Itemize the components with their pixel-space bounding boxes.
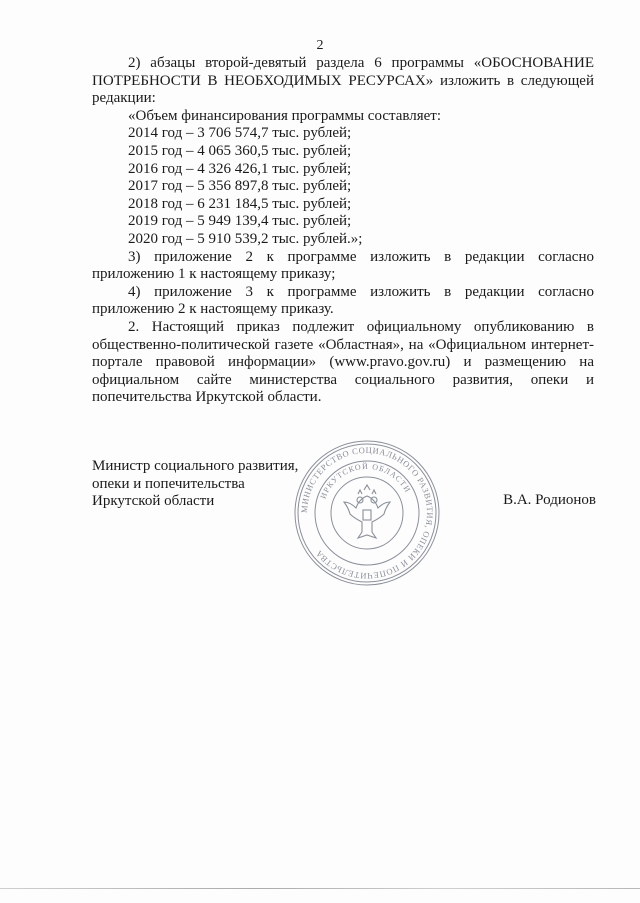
scan-edge-line — [0, 888, 640, 889]
stamp-inner-text: ИРКУТСКОЙ ОБЛАСТИ — [318, 461, 413, 501]
financing-year-2015: 2015 год – 4 065 360,5 тыс. рублей; — [128, 142, 352, 159]
official-seal-stamp — [292, 438, 442, 588]
signatory-title-line-2: опеки и попечительства — [92, 475, 245, 492]
svg-text:ИРКУТСКОЙ ОБЛАСТИ — [319, 462, 413, 500]
financing-year-2019: 2019 год – 5 949 139,4 тыс. рублей; — [128, 213, 352, 230]
paragraph-financing-intro: «Объем финансирования программы составляет: — [128, 107, 442, 124]
financing-year-2018: 2018 год – 6 231 184,5 тыс. рублей; — [128, 195, 352, 212]
financing-year-2020: 2020 год – 5 910 539,2 тыс. рублей.»; — [128, 230, 363, 247]
coat-of-arms-icon — [344, 485, 390, 538]
signatory-title-line-3: Иркутской области — [92, 493, 215, 510]
paragraph-appendix-3: 4) приложение 3 к программе изложить в редакции согласно приложению 2 к настоящему приказу. — [92, 283, 594, 318]
paragraph-publication: 2. Настоящий приказ подлежит официальному опубликованию в общественно-политической газете «Областная», на «Официальном интернет-портале правовой информации» (www.pravo.gov.ru) и размещению на официальном сайте министерства социального развития, опеки и попечительства Иркутской области. — [92, 318, 594, 406]
financing-year-2014: 2014 год – 3 706 574,7 тыс. рублей; — [128, 125, 352, 142]
financing-year-2017: 2017 год – 5 356 897,8 тыс. рублей; — [128, 178, 352, 195]
paragraph-appendix-2: 3) приложение 2 к программе изложить в редакции согласно приложению 1 к настоящему приказу; — [92, 248, 594, 283]
stamp-outer-text: МИНИСТЕРСТВО СОЦИАЛЬНОГО РАЗВИТИЯ, ОПЕКИ И ПОПЕЧИТЕЛЬСТВА — [298, 444, 436, 582]
financing-year-2016: 2016 год – 4 326 426,1 тыс. рублей; — [128, 160, 352, 177]
signatory-name: В.А. Родионов — [503, 492, 596, 508]
signatory-title — [92, 458, 298, 511]
paragraph-amend-section-6: 2) абзацы второй-девятый раздела 6 программы «ОБОСНОВАНИЕ ПОТРЕБНОСТИ В НЕОБХОДИМЫХ РЕСУРСАХ» изложить в следующей редакции: — [92, 55, 594, 107]
page-number: 2 — [316, 38, 324, 53]
signatory-title-line-1: Министр социального развития, — [92, 458, 299, 474]
order-text-body — [92, 55, 594, 407]
